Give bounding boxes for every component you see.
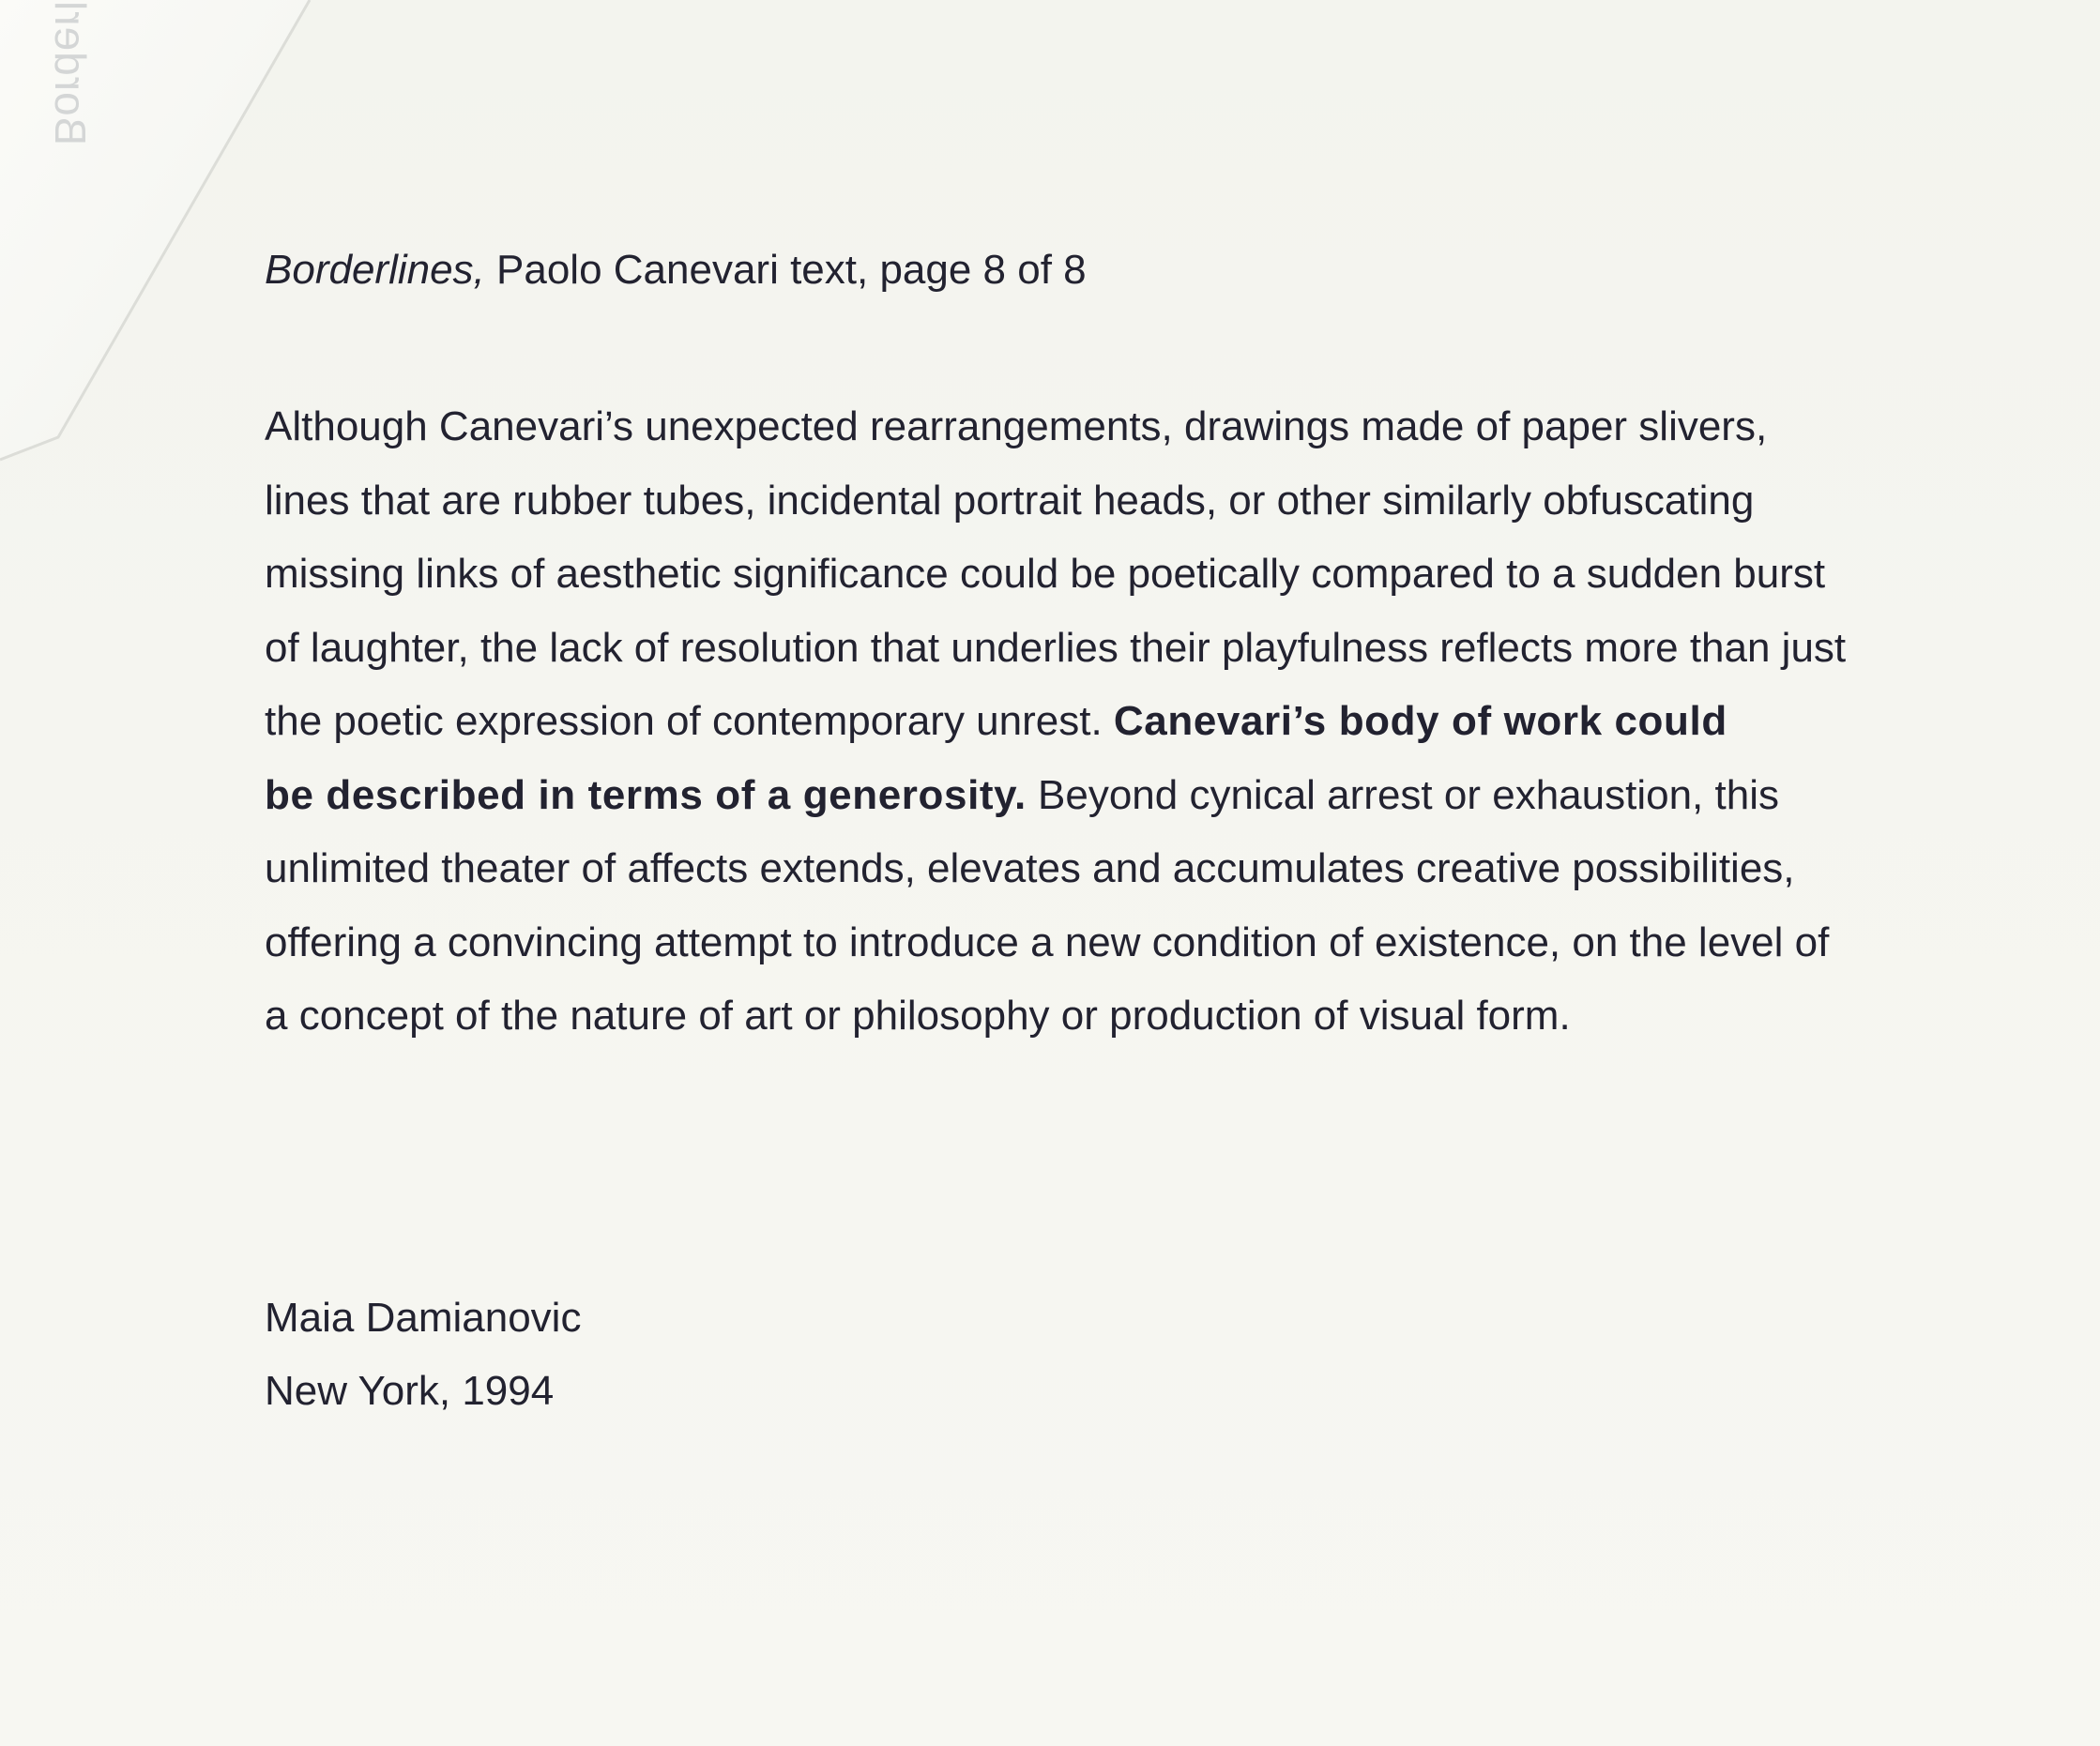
document-title: Borderlines, (265, 247, 485, 293)
body-paragraph (265, 390, 2100, 1054)
body-line-5 (265, 685, 2100, 759)
page-header (265, 246, 1087, 295)
body-line-6 (265, 759, 2100, 833)
header-details: Paolo Canevari text, page 8 of 8 (484, 247, 1087, 293)
body-line-4: of laughter, the lack of resolution that underlies their playfulness reflects more than just (265, 624, 1847, 671)
body-line-6-bold: be described in terms of a generosity. (265, 771, 1027, 818)
body-line-5-bold: Canevari’s body of work could (1113, 698, 1727, 744)
signature-block (265, 1282, 581, 1428)
place-and-date: New York, 1994 (265, 1368, 555, 1414)
body-line-5-regular: the poetic expression of contemporary unrest. (265, 698, 1114, 744)
body-line-2: lines that are rubber tubes, incidental portrait heads, or other similarly obfuscating (265, 477, 1755, 524)
body-line-1: Although Canevari’s unexpected rearrangements, drawings made of paper slivers, (265, 403, 1768, 449)
body-line-8: offering a convincing attempt to introduce a new condition of existence, on the level of (265, 919, 1830, 965)
body-line-9: a concept of the nature of art or philosophy or production of visual form. (265, 993, 1571, 1039)
body-line-6-regular: Beyond cynical arrest or exhaustion, this (1026, 771, 1779, 818)
body-line-3: missing links of aesthetic significance could be poetically compared to a sudden burst (265, 551, 1826, 597)
corner-mirrored-text: Borderl (46, 0, 95, 146)
body-line-7: unlimited theater of affects extends, elevates and accumulates creative possibilities, (265, 845, 1795, 891)
author-name: Maia Damianovic (265, 1295, 582, 1341)
